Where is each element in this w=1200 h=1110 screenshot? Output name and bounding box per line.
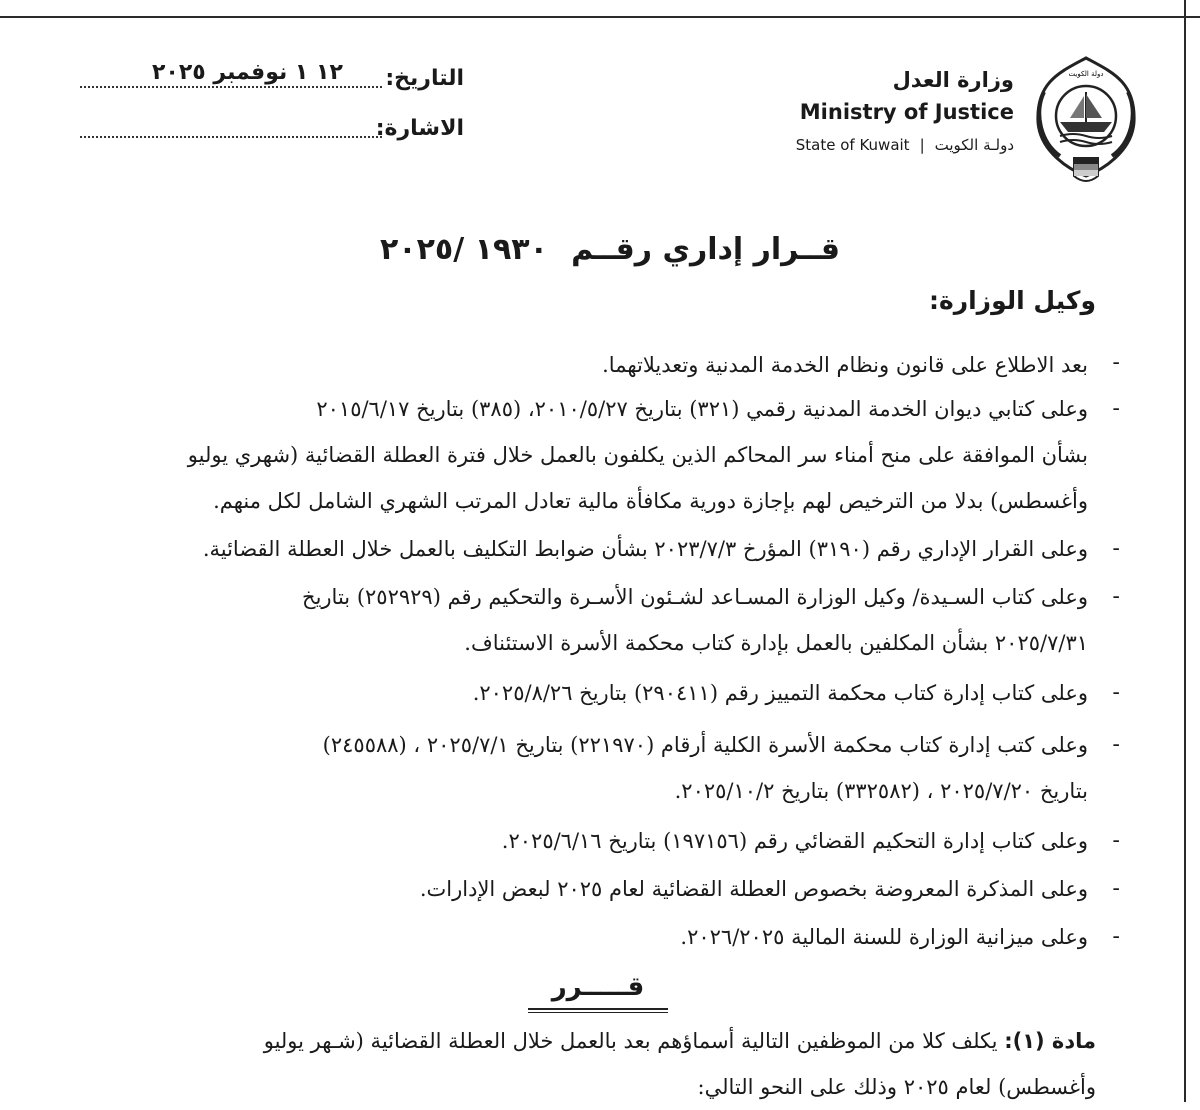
article-1-label: مادة (١): (1004, 1029, 1096, 1053)
list-item-line: وعلى كتابي ديوان الخدمة المدنية رقمي (٣٢١) بتاريخ ٢٠١٠/٥/٢٧، (٣٨٥) بتاريخ ٢٠١٥/٦/١٧ (316, 397, 1088, 421)
state-name-english: State of Kuwait (795, 136, 910, 154)
decision-title (380, 228, 840, 278)
addressee-heading: وكيل الوزارة: (928, 286, 1096, 315)
list-item-line: وعلى كتاب إدارة التحكيم القضائي رقم (١٩٧١٥٦) بتاريخ ٢٠٢٥/٦/١٦. (501, 829, 1088, 853)
top-border-line (0, 16, 1200, 18)
date-dotted-line (80, 86, 382, 88)
emblem-lettering: دولة الكويت (1068, 70, 1104, 78)
state-name-arabic: دولـة الكويت (934, 136, 1014, 154)
list-item-line: وعلى كتاب إدارة كتاب محكمة التمييز رقم (٢٩٠٤١١) بتاريخ ٢٠٢٥/٨/٢٦. (472, 681, 1088, 705)
article-1-text-2: وأغسطس) لعام ٢٠٢٥ وذلك على النحو التالي: (697, 1075, 1096, 1099)
reference-field (80, 116, 464, 150)
bullet-dash: - (1112, 924, 1120, 948)
date-label: التاريخ: (385, 66, 464, 91)
list-item (138, 574, 1088, 666)
list-item (98, 526, 1088, 572)
reference-dotted-line (80, 136, 382, 138)
list-item-line: وعلى المذكرة المعروضة بخصوص العطلة القضائية لعام ٢٠٢٥ لبعض الإدارات. (419, 877, 1088, 901)
list-item-line: بشأن الموافقة على منح أمناء سر المحاكم الذين يكلفون بالعمل خلال فترة العطلة القضائية (شهري يوليو (187, 443, 1088, 467)
bullet-dash: - (1112, 584, 1120, 608)
decision-underline (528, 1008, 668, 1010)
decision-heading: قـــــرر (551, 972, 645, 1002)
list-item-line: وأغسطس) بدلا من الترخيص لهم بإجازة دورية مكافأة مالية تعادل المرتب الشهري الشامل لكل منهم. (213, 489, 1088, 513)
decision-number: ١٩٣٠ /٢٠٢٥ (380, 232, 548, 267)
decision-title-text: قــرار إداري رقــم (571, 232, 840, 267)
ministry-name-english: Ministry of Justice (799, 100, 1014, 124)
date-field (80, 60, 464, 100)
state-line (796, 136, 1014, 154)
article-1 (106, 1018, 1096, 1110)
kuwait-emblem-icon (1030, 52, 1142, 192)
ministry-name-arabic: وزارة العدل (892, 68, 1014, 92)
state-separator: | (919, 136, 925, 154)
reference-label: الاشارة: (375, 116, 464, 141)
list-item-line: وعلى ميزانية الوزارة للسنة المالية ٢٠٢٦/٢٠٢٥. (680, 925, 1088, 949)
list-item (328, 670, 1088, 716)
bullet-dash: - (1112, 536, 1120, 560)
bullet-dash: - (1112, 732, 1120, 756)
list-item-line: بعد الاطلاع على قانون ونظام الخدمة المدنية وتعديلاتهما. (602, 353, 1088, 377)
article-1-text-1: يكلف كلا من الموظفين التالية أسماؤهم بعد بالعمل خلال العطلة القضائية (شـهر يوليو (263, 1029, 998, 1053)
decision-underline-thin (528, 1012, 668, 1013)
list-item (138, 386, 1088, 524)
date-value: ١٢ ١ نوفمبر ٢٠٢٥ (152, 60, 343, 85)
bullet-dash: - (1112, 876, 1120, 900)
list-item-line: بتاريخ ٢٠٢٥/٧/٢٠ ، (٣٣٢٥٨٢) بتاريخ ٢٠٢٥/١٠/٢. (674, 779, 1088, 803)
list-item (528, 342, 1088, 388)
list-item (618, 914, 1088, 960)
list-item-line: وعلى كتب إدارة كتاب محكمة الأسرة الكلية أرقام (٢٢١٩٧٠) بتاريخ ٢٠٢٥/٧/١ ، (٢٤٥٥٨٨) (322, 733, 1088, 757)
list-item-line: وعلى كتاب السـيدة/ وكيل الوزارة المسـاعد لشـئون الأسـرة والتحكيم رقم (٢٥٢٩٢٩) بتاريخ (302, 585, 1088, 609)
article-1-line-1 (106, 1018, 1096, 1064)
bullet-dash: - (1112, 680, 1120, 704)
right-border-line (1184, 0, 1186, 1102)
bullet-dash: - (1112, 396, 1120, 420)
bullet-dash: - (1112, 828, 1120, 852)
list-item (138, 722, 1088, 814)
list-item (368, 818, 1088, 864)
list-item-line: ٢٠٢٥/٧/٣١ بشأن المكلفين بالعمل بإدارة كتاب محكمة الأسرة الاستئناف. (464, 631, 1088, 655)
bullet-dash: - (1112, 350, 1120, 374)
list-item (328, 866, 1088, 912)
list-item-line: وعلى القرار الإداري رقم (٣١٩٠) المؤرخ ٢٠٢٣/٧/٣ بشأن ضوابط التكليف بالعمل خلال العطلة القضائية. (202, 537, 1088, 561)
